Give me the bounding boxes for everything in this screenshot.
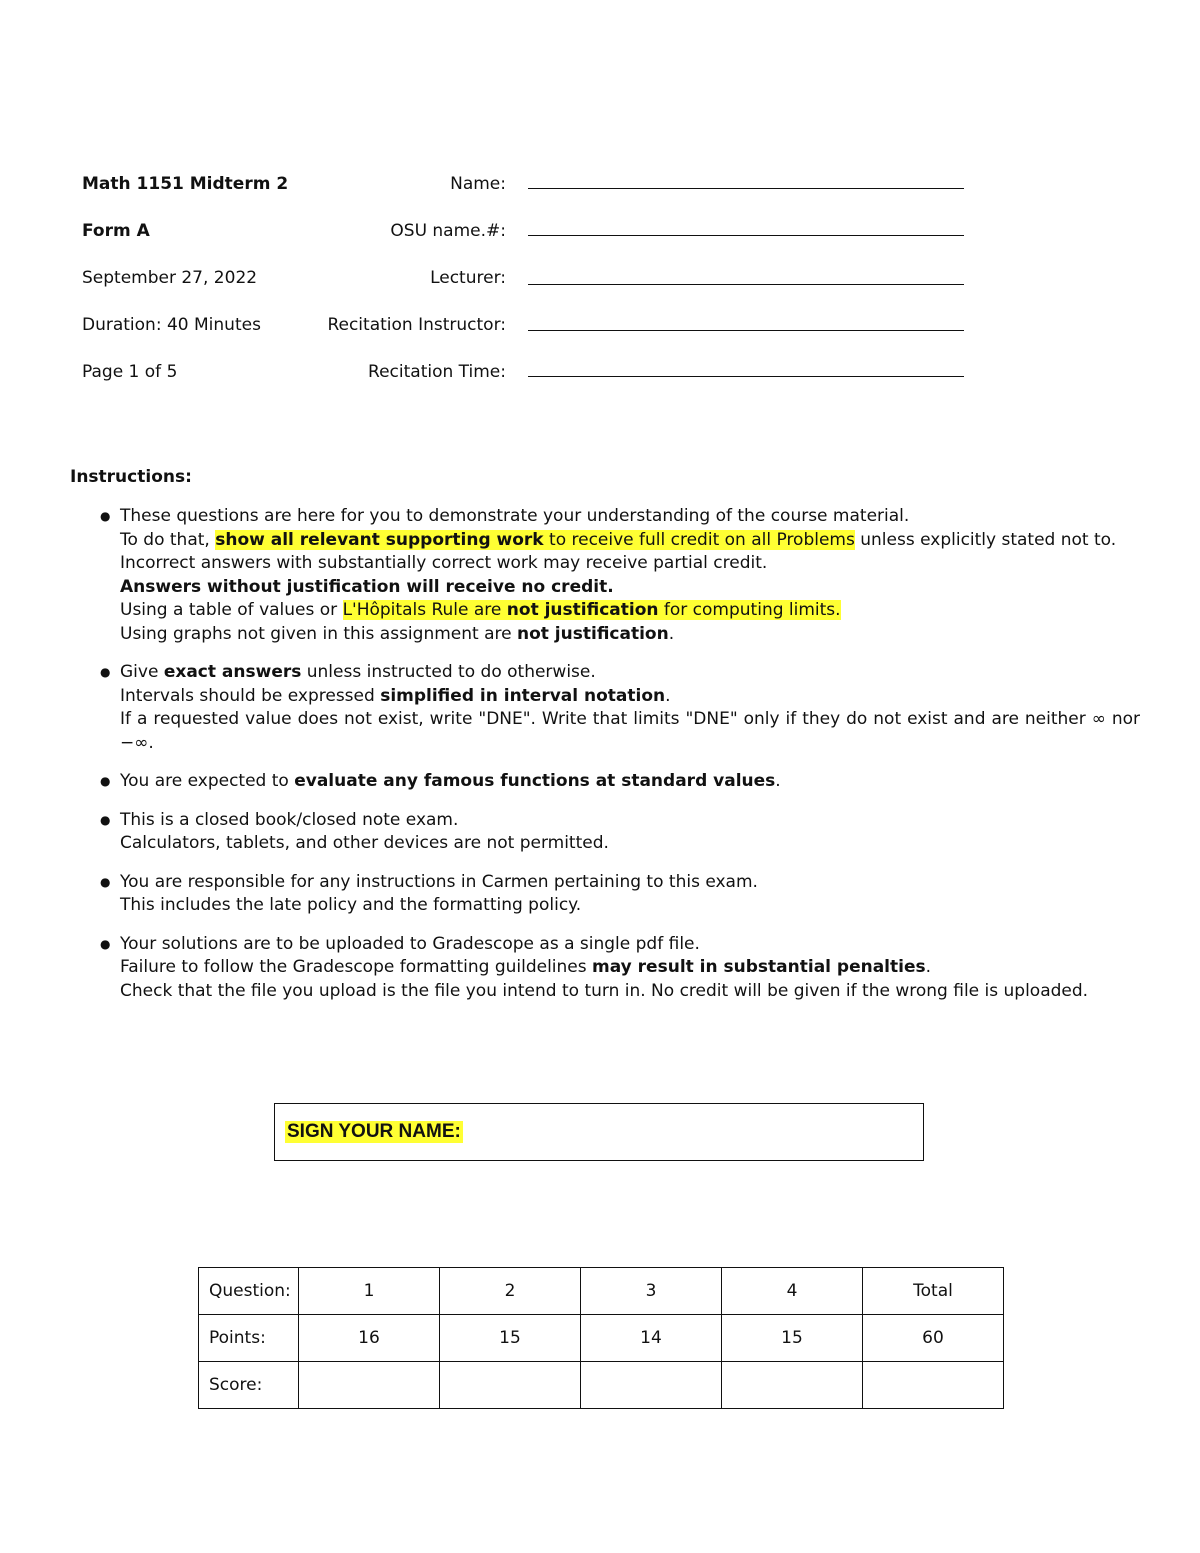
score-row-label: Score: <box>199 1362 299 1409</box>
name-field[interactable] <box>528 188 964 189</box>
bullet-icon: ● <box>100 874 111 889</box>
points-cell: 16 <box>299 1315 440 1362</box>
instruction-item-closed-book: ● This is a closed book/closed note exam. Calculators, tablets, and other devices are not permitted. <box>100 809 609 853</box>
lecturer-field[interactable] <box>528 284 964 285</box>
instruction-item-carmen: ● You are responsible for any instructions in Carmen pertaining to this exam. This includes the late policy and the formatting policy. <box>100 871 758 915</box>
points-total-cell: 60 <box>863 1315 1004 1362</box>
question-number-cell: 1 <box>299 1268 440 1315</box>
bullet-icon: ● <box>100 774 111 788</box>
table-row <box>199 1315 1004 1362</box>
question-number-cell: 4 <box>722 1268 863 1315</box>
bullet-icon: ● <box>100 665 111 679</box>
exam-title: Math 1151 Midterm 2 <box>82 174 289 194</box>
signature-box[interactable] <box>274 1103 924 1161</box>
recitation-time-field[interactable] <box>528 376 964 377</box>
question-row-label: Question: <box>199 1268 299 1315</box>
lecturer-label: Lecturer: <box>430 268 506 288</box>
sign-name-label: SIGN YOUR NAME: <box>287 1121 461 1142</box>
instruction-item-famous-functions: ● You are expected to evaluate any famous functions at standard values. <box>100 770 1140 794</box>
score-table <box>198 1267 1004 1409</box>
exam-duration: Duration: 40 Minutes <box>82 315 261 335</box>
exam-form: Form A <box>82 221 150 241</box>
points-row-label: Points: <box>199 1315 299 1362</box>
score-cell[interactable] <box>722 1362 863 1409</box>
name-label: Name: <box>450 174 506 194</box>
recitation-time-label: Recitation Time: <box>368 362 506 382</box>
points-cell: 14 <box>581 1315 722 1362</box>
total-header-cell: Total <box>863 1268 1004 1315</box>
points-cell: 15 <box>440 1315 581 1362</box>
instruction-item-gradescope: ● Your solutions are to be uploaded to Gradescope as a single pdf file. Failure to follow the Gradescope formatting guildelines may result in substantial penalties. Check that the file you upload is the file you intend to turn in. No credit will be given if the wrong file is uploaded. <box>100 933 1089 1001</box>
osu-name-label: OSU name.#: <box>390 221 506 241</box>
instructions-heading: Instructions: <box>70 467 192 487</box>
table-row <box>199 1268 1004 1315</box>
points-cell: 15 <box>722 1315 863 1362</box>
page-number: Page 1 of 5 <box>82 362 178 382</box>
score-cell[interactable] <box>581 1362 722 1409</box>
score-cell[interactable] <box>440 1362 581 1409</box>
instruction-item-work: ● These questions are here for you to demonstrate your understanding of the course material. To do that, show all relevant supporting work to receive full credit on all Problems unless explicitly stated not to. Incorrect answers with substantially correct work may receive partial credit. Answers without justification will receive no credit. Using a table of values or L'Hôpitals Rule are not justification for computing limits. Using graphs not given in this assignment are not justification. <box>100 506 1117 644</box>
score-cell[interactable] <box>299 1362 440 1409</box>
bullet-icon: ● <box>100 509 111 523</box>
osu-name-field[interactable] <box>528 235 964 236</box>
question-number-cell: 2 <box>440 1268 581 1315</box>
exam-date: September 27, 2022 <box>82 268 258 288</box>
instructions-list <box>100 505 1140 1018</box>
bullet-icon: ● <box>100 812 111 827</box>
table-row <box>199 1362 1004 1409</box>
question-number-cell: 3 <box>581 1268 722 1315</box>
bullet-icon: ● <box>100 936 111 951</box>
instruction-item-exact-answers: ● Give exact answers unless instructed to do otherwise. Intervals should be expressed simplified in interval notation. If a requested value does not exist, write "DNE". Write that limits "DNE" only if they do not exist and are neither ∞ nor −∞. <box>100 662 1140 753</box>
recitation-instructor-field[interactable] <box>528 330 964 331</box>
recitation-instructor-label: Recitation Instructor: <box>327 315 506 335</box>
score-total-cell[interactable] <box>863 1362 1004 1409</box>
